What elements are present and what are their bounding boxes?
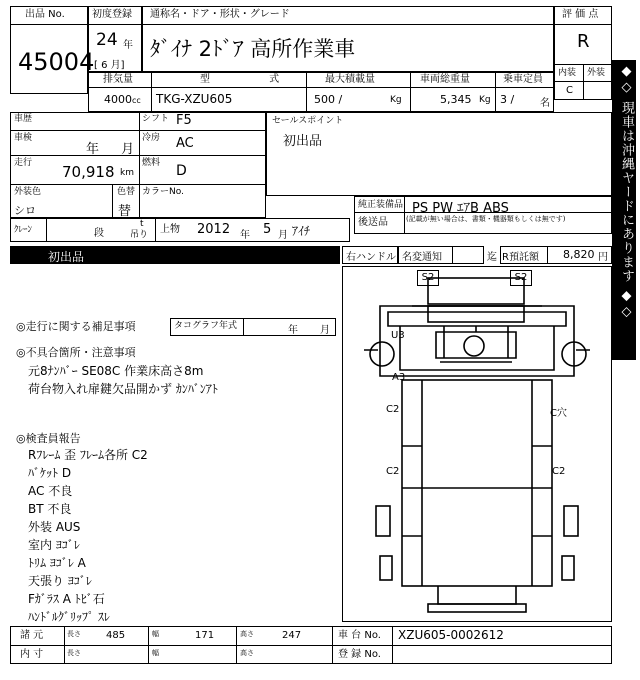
- inspection: 年 月: [86, 142, 135, 157]
- first-registration-year-unit: 年: [123, 40, 133, 51]
- upper-body-label: 上物: [160, 224, 180, 235]
- crane-t: t: [140, 219, 144, 229]
- aftermarket-label: 後送品: [358, 217, 388, 228]
- capacity-unit: 名: [540, 98, 550, 109]
- tachograph-label: タコグラフ年式: [174, 321, 238, 331]
- aftermarket-note: (記載が無い場合は、書類・機器類もしくは無です): [406, 215, 566, 223]
- inspector-line: ﾄﾘﾑ ﾖｺﾞﾚ A: [28, 556, 86, 570]
- ac: AC: [176, 136, 194, 151]
- first-registration-month: [ 6 月]: [94, 60, 125, 71]
- defect-line: 荷台物入れ扉鍵欠品開かず ｶﾝﾊﾞﾝｱﾄ: [28, 382, 218, 396]
- lot-number: 45004: [18, 48, 95, 76]
- car-name-label: 通称名・ドア・形状・グレード: [150, 9, 290, 20]
- footer-sep-3: [236, 626, 237, 664]
- specs-sep-1: [151, 72, 152, 112]
- interior-score: C: [566, 85, 573, 96]
- specs-divider: [88, 87, 554, 88]
- first-registration-divider: [88, 24, 142, 25]
- max-load-label: 最大積載量: [325, 74, 375, 85]
- name-change-label: 名変通知: [402, 252, 442, 263]
- score: R: [577, 31, 590, 52]
- damage-a3: A3: [392, 372, 406, 383]
- damage-c-hole-right: C穴: [550, 408, 567, 419]
- interior-score-label: 内装: [558, 68, 577, 78]
- inspector-line: 室内 ﾖｺﾞﾚ: [28, 538, 80, 552]
- footer-sep-2: [148, 626, 149, 664]
- inspector-line: BT 不良: [28, 502, 72, 516]
- color-number-label: カラーNo.: [142, 187, 184, 197]
- inspector-line: Rﾌﾚｰﾑ 歪 ﾌﾚｰﾑ各所 C2: [28, 448, 148, 462]
- name-change-sep: [452, 246, 453, 264]
- capacity: 3 /: [500, 93, 515, 106]
- crane-sep: [46, 218, 47, 242]
- upper-body-month: 5: [263, 222, 272, 237]
- upper-body-place: ｱｲﾁ: [292, 224, 311, 238]
- inspector-line: Fｶﾞﾗｽ A ﾄﾋﾞ石: [28, 592, 105, 606]
- inspector-line: ﾊﾞｹｯﾄ D: [28, 466, 72, 480]
- lot-number-label: 出品 No.: [25, 9, 65, 20]
- inspector-line: 外装 AUS: [28, 520, 81, 534]
- chassis-number-label: 車 台 No.: [338, 630, 381, 641]
- damage-c2-left-lower: C2: [386, 466, 400, 477]
- shift: F5: [176, 113, 192, 128]
- upper-body-month-unit: 月: [278, 230, 288, 241]
- shift-label: シフト: [142, 114, 170, 124]
- gross-weight-unit: Kg: [479, 95, 491, 105]
- registration-number-label: 登 録 No.: [338, 649, 381, 660]
- inspector-title: ◎検査員報告: [16, 432, 81, 445]
- inspection-label: 車検: [14, 133, 33, 143]
- model: TKG-XZU605: [156, 92, 233, 106]
- color-change-line: [112, 184, 113, 218]
- recycle-unit: 円: [598, 252, 608, 263]
- width: 171: [195, 630, 215, 641]
- specs-sep-4: [495, 72, 496, 112]
- max-load-unit: Kg: [390, 95, 402, 105]
- details-col-line: [139, 112, 140, 218]
- tachograph-year: 年: [288, 325, 298, 336]
- inspector-line: ﾊﾝﾄﾞﾙｸﾞﾘｯﾌﾟ ｽﾚ: [28, 610, 110, 624]
- mileage-unit: km: [120, 168, 134, 178]
- equipment-label: 純正装備品: [358, 200, 404, 210]
- inspector-line: AC 不良: [28, 484, 73, 498]
- score-divider-3: [583, 64, 584, 100]
- mileage: 70,918: [62, 163, 115, 181]
- model-label: 型 式: [200, 74, 308, 85]
- displacement-label: 排気量: [103, 74, 133, 85]
- exterior-color-label: 外装色: [14, 187, 42, 197]
- sales-point-label: セールスポイント: [272, 116, 344, 126]
- first-registration-year: 24: [96, 30, 118, 50]
- specs-sep-3: [410, 72, 411, 112]
- crane-dan: 段: [94, 228, 104, 239]
- defect-line: 元8ﾅﾝﾊﾞｰ SE08C 作業床高さ8m: [28, 364, 204, 378]
- interior-width-label: 幅: [152, 649, 159, 657]
- chassis-number: XZU605-0002612: [398, 628, 504, 642]
- details-row-line-1: [10, 130, 266, 131]
- length-label: 長さ: [67, 630, 81, 638]
- capacity-label: 乗車定員: [503, 74, 543, 85]
- recycle-amount: 8,820: [563, 248, 595, 261]
- crane-label: ｸﾚｰﾝ: [14, 225, 33, 235]
- upper-body-year-unit: 年: [240, 230, 250, 241]
- equipment: PS PW ｴｱB ABS: [412, 201, 509, 216]
- width-label: 幅: [152, 630, 159, 638]
- mileage-label: 走行: [14, 158, 33, 168]
- damage-u3: U3: [391, 330, 405, 341]
- tachograph-sep: [243, 318, 244, 336]
- gross-weight: 5,345: [440, 93, 472, 106]
- interior-dimensions-label: 内 寸: [20, 649, 44, 660]
- upper-body-year: 2012: [197, 222, 231, 237]
- damage-s2-right: S2: [510, 270, 532, 286]
- damage-c2-left-upper: C2: [386, 404, 400, 415]
- score-divider: [554, 24, 612, 25]
- exterior-color: シロ: [14, 204, 36, 217]
- cc-unit: cc: [132, 96, 141, 105]
- lot-number-divider: [10, 24, 88, 25]
- color-change: 替: [118, 204, 132, 219]
- steering: 右ハンドル: [346, 252, 396, 263]
- fuel: D: [176, 163, 187, 179]
- inspector-line: 天張り ﾖｺﾞﾚ: [28, 574, 92, 588]
- details-table: [10, 112, 266, 218]
- color-change-label: 色替: [117, 187, 136, 197]
- damage-c2-right-lower: C2: [552, 466, 566, 477]
- first-listing-text: 初出品: [48, 250, 85, 264]
- details-row-line-2: [10, 155, 266, 156]
- side-note-text: ◆◇ 現車は沖縄ヤードにあります ◆◇: [619, 64, 634, 321]
- exterior-score-label: 外装: [587, 68, 606, 78]
- footer-sep-5: [392, 626, 393, 664]
- ac-label: 冷房: [142, 133, 161, 143]
- recycle-sep: [547, 246, 548, 264]
- displacement: 4000: [104, 93, 132, 106]
- first-registration-label: 初度登録: [92, 9, 132, 20]
- gross-weight-label: 車両総重量: [420, 74, 470, 85]
- car-name-divider: [142, 24, 554, 25]
- upper-body-sep: [155, 218, 156, 242]
- footer-sep-4: [332, 626, 333, 664]
- details-row-line-3: [10, 184, 266, 185]
- dimensions-label: 諸 元: [20, 630, 44, 641]
- length: 485: [106, 630, 126, 641]
- shaken-until: 迄: [487, 252, 497, 263]
- height-label: 高さ: [240, 630, 254, 638]
- footer-row-line: [10, 645, 612, 646]
- crane-tsuri: 吊り: [130, 230, 149, 240]
- score-label: 評 価 点: [562, 9, 599, 20]
- footer-sep-1: [64, 626, 65, 664]
- equipment-sep: [404, 196, 405, 234]
- fuel-label: 燃料: [142, 158, 161, 168]
- truck-outline-diagram: [342, 266, 612, 622]
- defects-title: ◎不具合箇所・注意事項: [16, 346, 136, 359]
- max-load: 500 /: [314, 93, 343, 106]
- interior-length-label: 長さ: [67, 649, 81, 657]
- history-label: 車歴: [14, 114, 33, 124]
- damage-s2-left: S2: [417, 270, 439, 286]
- score-divider-4: [554, 81, 612, 82]
- interior-height-label: 高さ: [240, 649, 254, 657]
- tachograph-month: 月: [320, 325, 330, 336]
- driving-remarks-title: ◎走行に関する補足事項: [16, 320, 136, 333]
- sales-point: 初出品: [283, 134, 323, 149]
- height: 247: [282, 630, 302, 641]
- recycle-label: R預託額: [502, 252, 539, 263]
- car-name: ﾀﾞｲﾅ 2ﾄﾞｱ 高所作業車: [150, 37, 356, 61]
